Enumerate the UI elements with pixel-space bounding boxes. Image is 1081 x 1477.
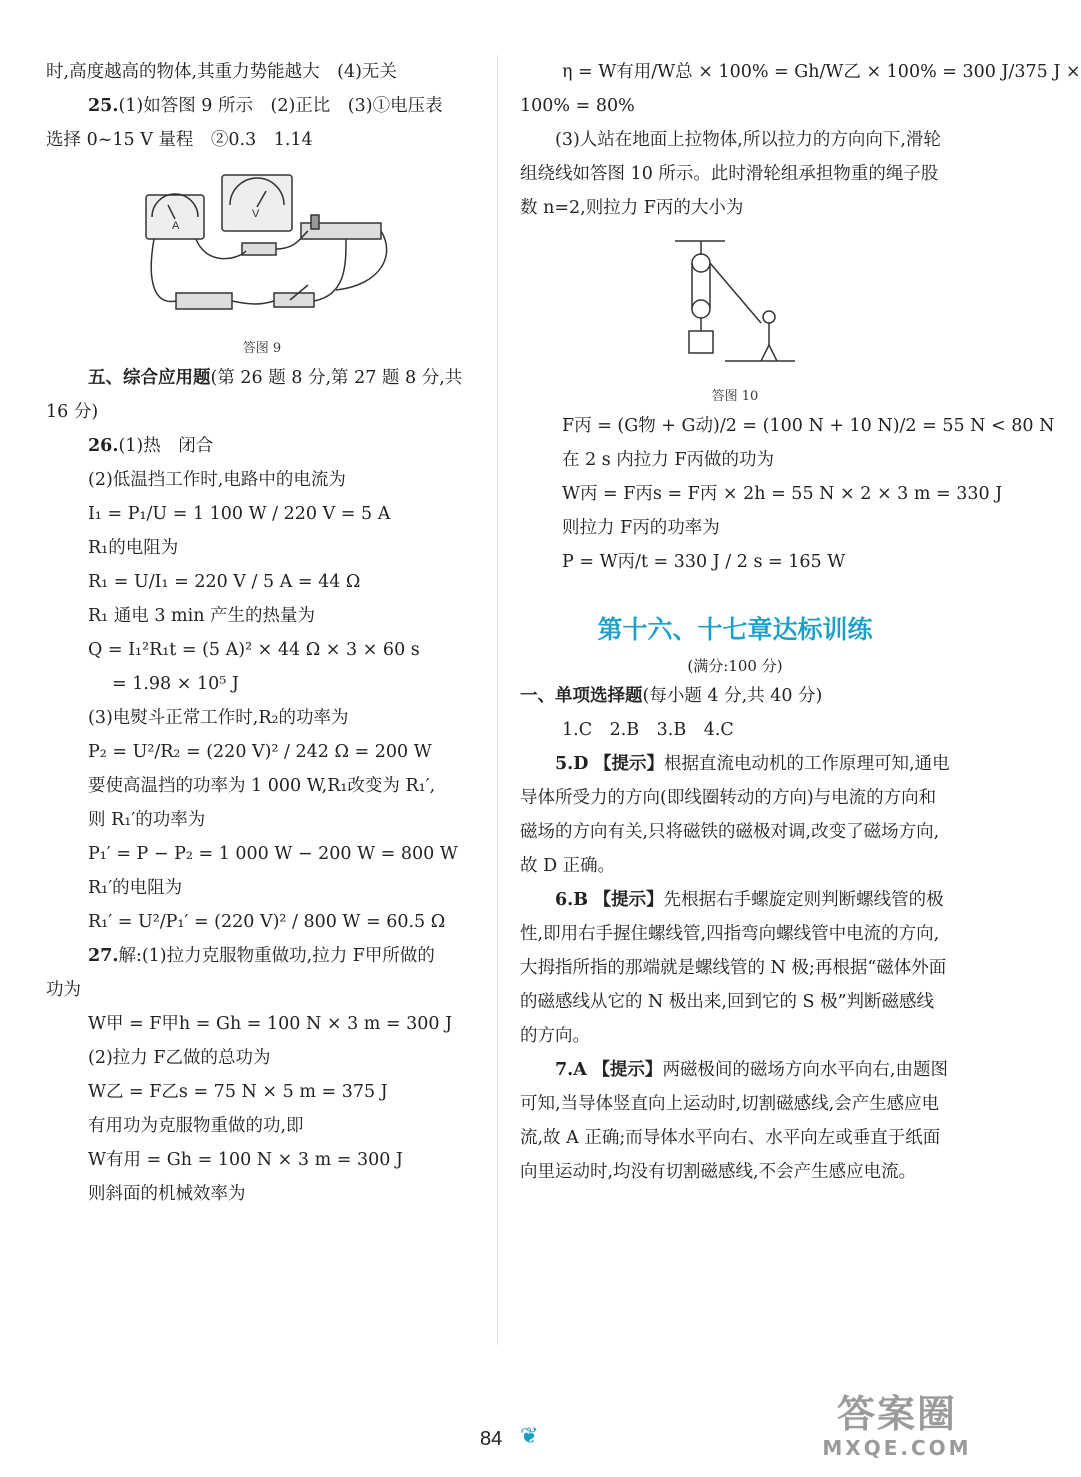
text-line: (2)低温挡工作时,电路中的电流为 [88,470,346,490]
equation: W乙 = F乙s = 75 N × 5 m = 375 J [88,1082,388,1102]
hint-label: 【提示】 [594,754,665,774]
text-line: R₁′的电阻为 [88,878,183,898]
equation: Q = I₁²R₁t = (5 A)² × 44 Ω × 3 × 60 s [88,640,420,660]
text-line: (3)电熨斗正常工作时,R₂的功率为 [88,708,349,728]
hint-text: 根据直流电动机的工作原理可知,通电导体所受力的方向(即线圈转动的方向)与电流的方向和磁场的方向有关,只将磁铁的磁极对调,改变了磁场方向,故 D 正确。 [520,754,950,876]
answer-text: (1)热 闭合 [118,436,214,456]
answer-5 [520,747,950,883]
answer-text: (1)如答图 9 所示 (2)正比 (3)①电压表 [118,96,443,116]
section-note: (每小题 4 分,共 40 分) [642,686,823,706]
hint-text: 先根据右手螺旋定则判断螺线管的极性,即用右手握住螺线管,四指弯向螺线管中电流的方向,大拇指所指的那端就是螺线管的 N 极;再根据“磁体外面的磁感线从它的 N 极出来,回到它的 S 极”判断磁感线的方向。 [520,890,947,1046]
section-note: (第 26 题 8 分,第 27 题 8 分,共 [210,368,463,388]
text-line: 功为 [46,980,81,1000]
question-number: 7.A [555,1060,587,1080]
equation: W有用 = Gh = 100 N × 3 m = 300 J [88,1150,403,1170]
question-number: 5.D [555,754,589,774]
text-line: 则斜面的机械效率为 [88,1184,246,1204]
svg-text:V: V [252,208,260,220]
paragraph: (3)人站在地面上拉物体,所以拉力的方向向下,滑轮组绕线如答图 10 所示。此时滑轮组承担物重的绳子股数 n=2,则拉力 F丙的大小为 [520,130,941,218]
pulley-figure [520,233,950,409]
hint-text: 两磁极间的磁场方向水平向右,由题图可知,当导体竖直向上运动时,切割磁感线,会产生感应电流,故 A 正确;而导体水平向右、水平向左或垂直于纸面向里运动时,均没有切割磁感线,不会产生感应电流。 [520,1060,948,1182]
text-line: 时,高度越高的物体,其重力势能越大 (4)无关 [46,62,397,82]
answer-25 [46,89,478,123]
hint-label: 【提示】 [592,1060,663,1080]
text-line: 则拉力 F丙的功率为 [562,518,720,538]
circuit-figure [46,165,478,361]
text-line: 则 R₁′的功率为 [88,810,206,830]
watermark-line-2: MXQE.COM [822,1436,972,1460]
section-heading [46,361,478,395]
question-number: 26. [88,436,119,456]
equation: P₁′ = P − P₂ = 1 000 W − 200 W = 800 W [88,844,458,864]
equation: R₁′ = U²/P₁′ = (220 V)² / 800 W = 60.5 Ω [88,912,446,932]
question-number: 27. [88,946,119,966]
section-title: 一、单项选择题 [520,686,643,706]
equation: F丙 = (G物 + G动)/2 = (100 N + 10 N)/2 = 55 N < 80 N [562,416,1055,436]
question-number: 6.B [555,890,589,910]
figure-caption: 答图 9 [242,341,282,356]
section-title: 五、综合应用题 [88,368,211,388]
svg-text:A: A [172,220,180,232]
equation: P = W丙/t = 330 J / 2 s = 165 W [562,552,846,572]
question-number: 25. [88,96,119,116]
text-line: 要使高温挡的功率为 1 000 W,R₁改变为 R₁′, [88,776,436,796]
circuit-diagram-illustration [46,165,478,325]
answer-26 [46,429,478,463]
equation: P₂ = U²/R₂ = (220 V)² / 242 Ω = 200 W [88,742,432,762]
equation: 100% = 80% [520,96,635,116]
equation: = 1.98 × 10⁵ J [112,674,239,694]
equation: W甲 = F甲h = Gh = 100 N × 3 m = 300 J [88,1014,453,1034]
answer-text: 解:(1)拉力克服物重做功,拉力 F甲所做的 [118,946,435,966]
answer-27 [46,939,478,973]
text-line: R₁的电阻为 [88,538,179,558]
text-line: 选择 0~15 V 量程 ②0.3 1.14 [46,130,313,150]
right-column [520,55,1081,1189]
text-line: 16 分) [46,402,99,422]
chapter-title: 第十六、十七章达标训练 [597,615,873,644]
pulley-system-illustration [665,233,805,373]
left-column [46,55,478,1211]
answer-line: 1.C 2.B 3.B 4.C [562,720,734,740]
text-line: 在 2 s 内拉力 F丙做的功为 [562,450,775,470]
section-heading [520,679,950,713]
leaf-logo-icon: ❦ [520,1424,539,1449]
text-line: R₁ 通电 3 min 产生的热量为 [88,606,316,626]
watermark [812,1392,982,1466]
answer-7 [520,1053,950,1189]
text-line: (2)拉力 F乙做的总功为 [88,1048,271,1068]
answer-6 [520,883,950,1053]
text-line: 有用功为克服物重做的功,即 [88,1116,304,1136]
page-number: 84 [480,1428,503,1450]
full-score: (满分:100 分) [687,657,783,675]
watermark-line-1: 答案圈 [836,1392,957,1436]
equation: R₁ = U/I₁ = 220 V / 5 A = 44 Ω [88,572,361,592]
equation: I₁ = P₁/U = 1 100 W / 220 V = 5 A [88,504,391,524]
equation: W丙 = F丙s = F丙 × 2h = 55 N × 2 × 3 m = 330 J [562,484,1003,504]
column-divider [497,55,498,1345]
figure-caption: 答图 10 [711,389,759,404]
hint-label: 【提示】 [593,890,664,910]
equation: η = W有用/W总 × 100% = Gh/W乙 × 100% = 300 J/375 J × [562,62,1081,82]
